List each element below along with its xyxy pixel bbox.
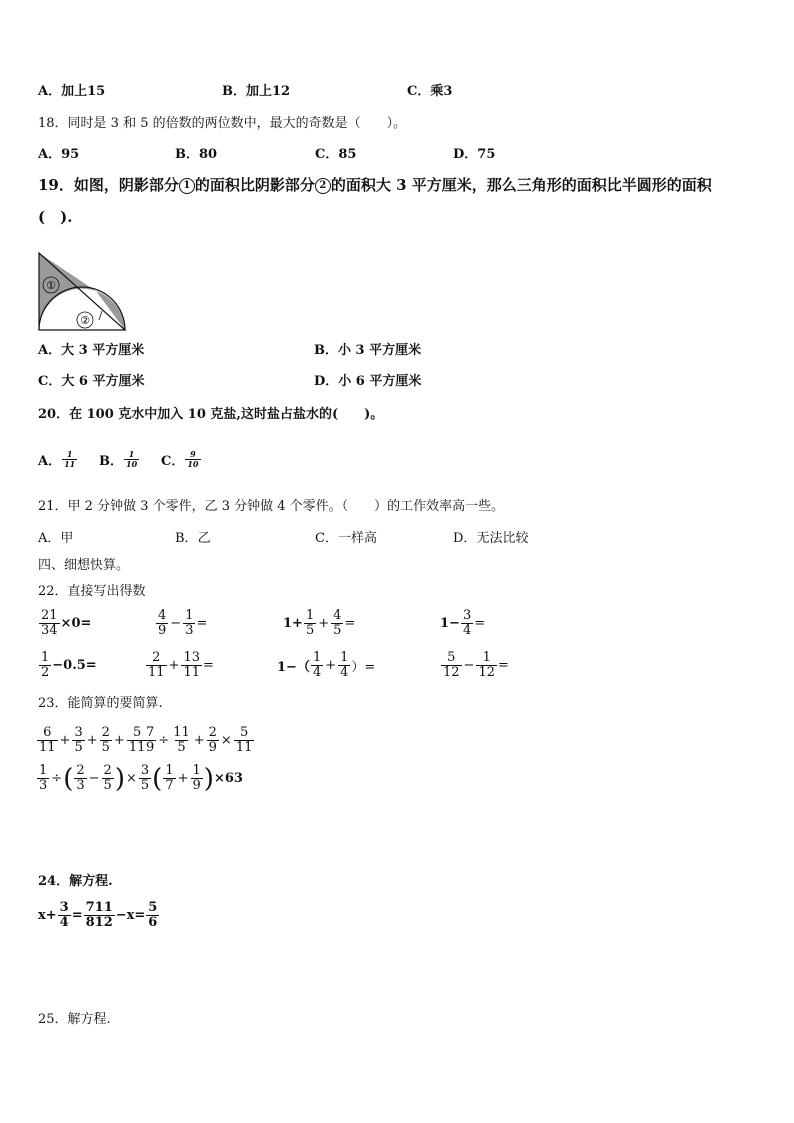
q19-option-c: C．大 6 平方厘米: [38, 374, 145, 389]
circle-label-1: 1: [179, 178, 195, 194]
q22-expr-5: 1 2 −0.5=: [41, 650, 97, 680]
triangle-semicircle-figure: [36, 250, 130, 334]
q21-option-c: C．一样高: [315, 531, 377, 546]
circle-label-2: 2: [315, 178, 331, 194]
q20-stem: 20．在 100 克水中加入 10 克盐,这时盐占盐水的( )。: [38, 407, 384, 422]
q18-option-a: A．95: [38, 147, 80, 162]
q22-stem: 22．直接写出得数: [38, 584, 146, 599]
q18-option-c: C．85: [315, 147, 357, 162]
q20-option-b: B． 1 10: [99, 449, 138, 469]
q22-expr-8: 5 12 − $\frac{1}{12}$ =: [443, 650, 509, 680]
q17-option-c: C．乘3: [407, 84, 453, 99]
q23-expr-1: 6 11 + $\frac{3}{5}$ + $\frac{2}{5}$ + $\frac{5}{11}$: [39, 725, 146, 755]
q23-expr-3: $\frac{1}{3}$ ÷ ( 2 3 − $\frac{2}{5}$ ) × $\frac{3}{5}$ ( 1 7 + $\frac{1}{9}$ ) ×63: [39, 763, 243, 794]
q18-option-d: D．75: [453, 147, 496, 162]
q17-option-a: A．加上15: [38, 84, 106, 99]
section-4-title: 四、细想快算。: [38, 558, 130, 573]
q19-option-b: B．小 3 平方厘米: [314, 343, 422, 358]
q22-expr-3: 1+ $\frac{1}{5}$ + $\frac{4}{5}$ =: [283, 608, 356, 638]
q25-stem: 25．解方程.: [38, 1012, 111, 1027]
q23-stem: 23．能简算的要简算.: [38, 696, 163, 711]
q19-option-d: D．小 6 平方厘米: [314, 374, 422, 389]
q22-expr-4: 1− $\frac{3}{4}$ =: [440, 608, 486, 638]
figure-label-2: ②: [80, 314, 90, 327]
q20-option-a: A． 1 11: [38, 449, 76, 469]
q18-option-b: B．80: [175, 147, 218, 162]
q21-option-b: B．乙: [175, 531, 211, 546]
q19-stem-line2: ( ).: [38, 208, 73, 226]
q23-expr-2: $\frac{7}{9}$ ÷ $\frac{11}{5}$ + $\frac{2}{9}$ × $\frac{5}{11}$: [146, 725, 253, 755]
q24-equation: x+ $\frac{3}{4}$ = $\frac{711}{812}$ −x= $\frac{5}{6}$: [38, 900, 158, 930]
q22-expr-6: 2 11 + $\frac{13}{11}$ =: [148, 650, 214, 680]
figure-label-1: ①: [46, 279, 56, 292]
q20-option-c: C． 9 10: [161, 449, 199, 469]
q21-stem: 21．甲 2 分钟做 3 个零件，乙 3 分钟做 4 个零件。（ ）的工作效率高一些。: [38, 499, 505, 514]
q22-expr-1: $\frac{21}{34}$ ×0=: [41, 608, 92, 638]
q19-stem: 19．如图，阴影部分 1 的面积比阴影部分 2 的面积大 3 平方厘米，那么三角形的面积比半圆形的面积: [38, 176, 712, 194]
q17-option-b: B．加上12: [222, 84, 291, 99]
q19-option-a: A．大 3 平方厘米: [38, 343, 145, 358]
q22-expr-2: 4 9 − $\frac{1}{3}$ =: [158, 608, 208, 638]
q24-stem: 24．解方程.: [38, 874, 113, 889]
q18-stem: 18．同时是 3 和 5 的倍数的两位数中，最大的奇数是（ ）。: [38, 116, 407, 131]
q21-option-a: A．甲: [38, 531, 74, 546]
q21-option-d: D．无法比较: [453, 531, 529, 546]
q22-expr-7: 1−（ 1 4 + $\frac{1}{4}$ ）=: [277, 650, 376, 680]
